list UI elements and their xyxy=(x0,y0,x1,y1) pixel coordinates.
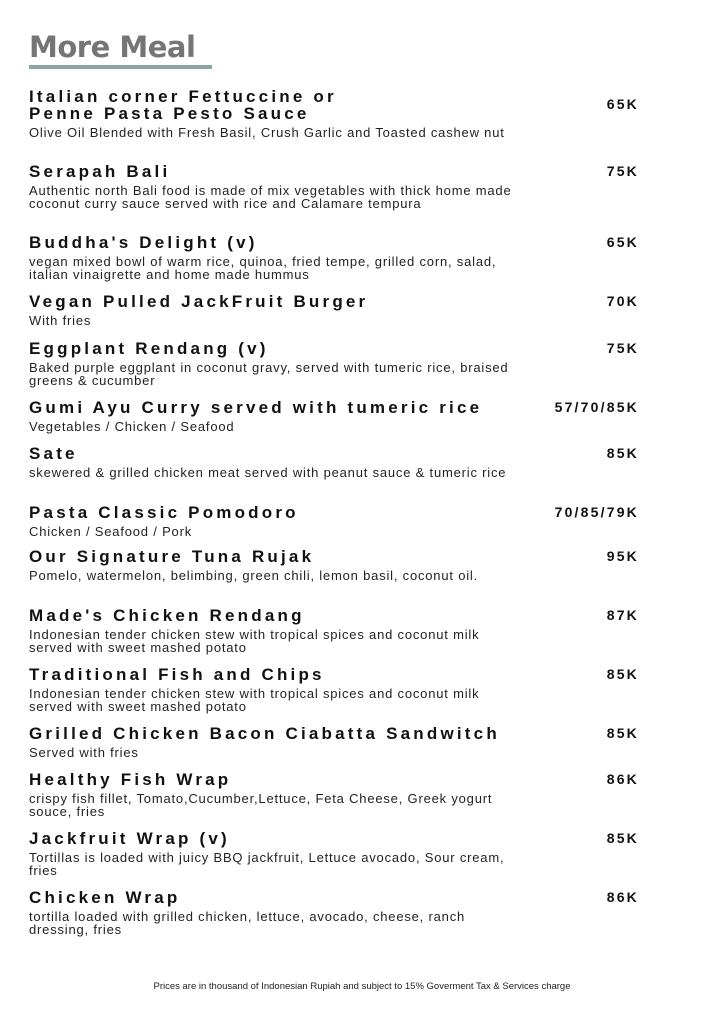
menu-item xyxy=(29,293,639,327)
page-title: More Meal xyxy=(29,30,196,64)
menu-item-price: 65K xyxy=(606,234,639,250)
menu-item-description: Baked purple eggplant in coconut gravy, served with tumeric rice, braised greens & cucumber xyxy=(29,360,509,388)
menu-item-description: Tortillas is loaded with juicy BBQ jackfruit, Lettuce avocado, Sour cream, fries xyxy=(29,850,505,878)
menu-item-name: Grilled Chicken Bacon Ciabatta Sandwitch xyxy=(29,724,500,743)
menu-item xyxy=(29,445,639,479)
menu-item-description: vegan mixed bowl of warm rice, quinoa, fried tempe, grilled corn, salad, italian vinaigrette and home made hummus xyxy=(29,254,497,282)
menu-item-name: Healthy Fish Wrap xyxy=(29,770,232,789)
menu-item-price: 86K xyxy=(606,889,639,905)
menu-item-price: 57/70/85K xyxy=(554,399,639,415)
menu-item xyxy=(29,504,639,538)
menu-item-price: 85K xyxy=(606,830,639,846)
menu-item xyxy=(29,666,639,713)
menu-item xyxy=(29,725,639,759)
menu-item-description: Served with fries xyxy=(29,745,139,760)
menu-item xyxy=(29,889,639,936)
menu-item-description: skewered & grilled chicken meat served with peanut sauce & tumeric rice xyxy=(29,465,507,480)
menu-item xyxy=(29,830,639,877)
menu-item-name: Jackfruit Wrap (v) xyxy=(29,829,230,848)
menu-item-price: 87K xyxy=(606,607,639,623)
menu-item-price: 85K xyxy=(606,725,639,741)
menu-item xyxy=(29,399,639,433)
menu-item-description: Indonesian tender chicken stew with tropical spices and coconut milk served with sweet mashed potato xyxy=(29,686,480,714)
menu-item-name: Serapah Bali xyxy=(29,162,171,181)
menu-item xyxy=(29,771,639,818)
menu-item-price: 95K xyxy=(606,548,639,564)
menu-item-name: Gumi Ayu Curry served with tumeric rice xyxy=(29,398,483,417)
menu-item-name: Sate xyxy=(29,444,78,463)
menu-item-name: Italian corner Fettuccine or Penne Pasta Pesto Sauce xyxy=(29,87,337,123)
menu-item-price: 70/85/79K xyxy=(554,504,639,520)
menu-item-description: Olive Oil Blended with Fresh Basil, Crush Garlic and Toasted cashew nut xyxy=(29,125,505,140)
menu-item-name: Pasta Classic Pomodoro xyxy=(29,503,299,522)
menu-item xyxy=(29,88,639,139)
menu-item-description: Indonesian tender chicken stew with tropical spices and coconut milk served with sweet mashed potato xyxy=(29,627,480,655)
menu-item-description: crispy fish fillet, Tomato,Cucumber,Lettuce, Feta Cheese, Greek yogurt souce, fries xyxy=(29,791,493,819)
menu-item-description: Authentic north Bali food is made of mix vegetables with thick home made coconut curry sauce served with rice and Calamare tempura xyxy=(29,183,512,211)
title-underline xyxy=(29,65,212,69)
menu-item-description: Pomelo, watermelon, belimbing, green chili, lemon basil, coconut oil. xyxy=(29,568,479,583)
menu-item-name: Made's Chicken Rendang xyxy=(29,606,305,625)
menu-item xyxy=(29,548,639,582)
menu-item-price: 65K xyxy=(606,96,639,112)
menu-item-price: 86K xyxy=(606,771,639,787)
menu-item-name: Our Signature Tuna Rujak xyxy=(29,547,315,566)
menu-item-name: Eggplant Rendang (v) xyxy=(29,339,269,358)
menu-item-name: Vegan Pulled JackFruit Burger xyxy=(29,292,369,311)
menu-item-description: With fries xyxy=(29,313,92,328)
pricing-footnote: Prices are in thousand of Indonesian Rupiah and subject to 15% Goverment Tax & Services charge xyxy=(153,981,571,992)
menu-item xyxy=(29,340,639,387)
menu-item-name: Traditional Fish and Chips xyxy=(29,665,325,684)
menu-item xyxy=(29,607,639,654)
menu-item-price: 70K xyxy=(606,293,639,309)
menu-item-price: 85K xyxy=(606,666,639,682)
menu-item xyxy=(29,234,639,281)
menu-item-price: 85K xyxy=(606,445,639,461)
menu-item-description: Chicken / Seafood / Pork xyxy=(29,524,192,539)
menu-item-price: 75K xyxy=(606,340,639,356)
menu-item-description: Vegetables / Chicken / Seafood xyxy=(29,419,235,434)
menu-item-name: Chicken Wrap xyxy=(29,888,181,907)
menu-item-name: Buddha's Delight (v) xyxy=(29,233,258,252)
menu-item-price: 75K xyxy=(606,163,639,179)
menu-item xyxy=(29,163,639,210)
menu-item-description: tortilla loaded with grilled chicken, lettuce, avocado, cheese, ranch dressing, fries xyxy=(29,909,466,937)
